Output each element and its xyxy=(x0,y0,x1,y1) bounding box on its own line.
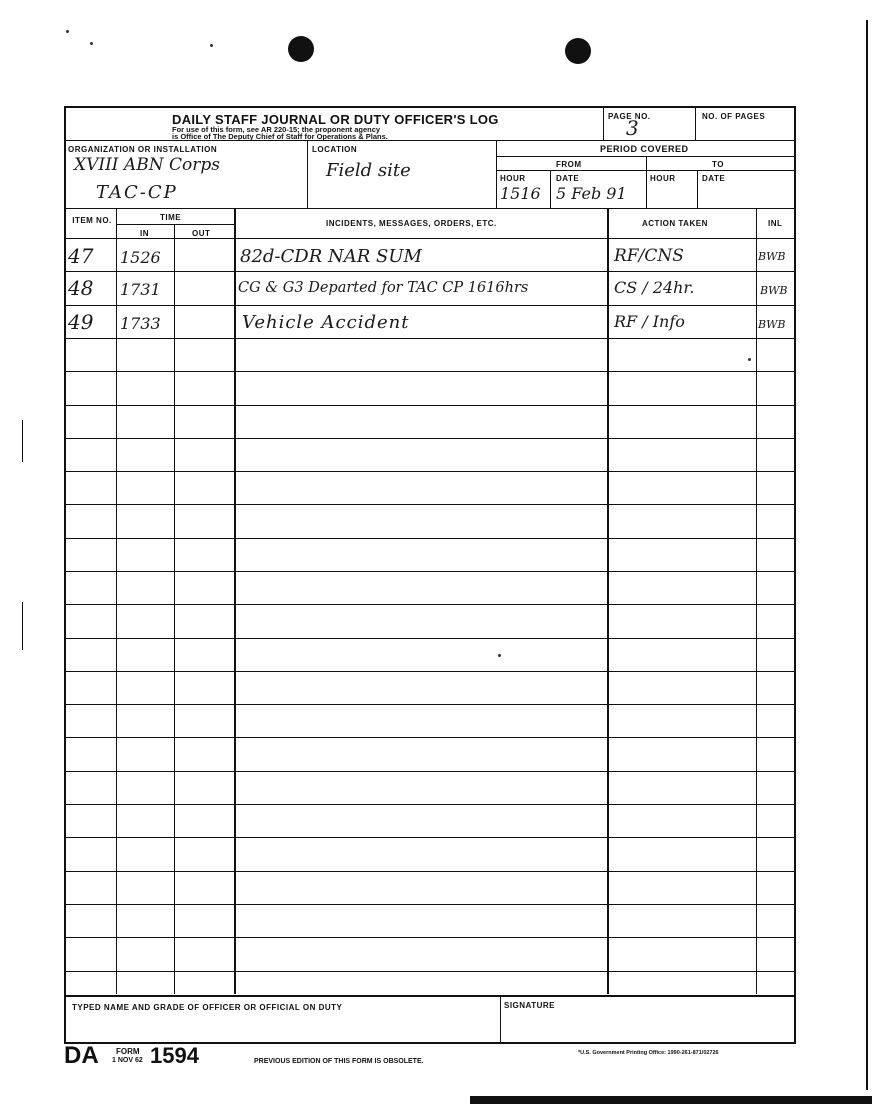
col-out-header: OUT xyxy=(192,229,211,238)
col-line-item xyxy=(116,208,117,994)
no-of-pages-label: NO. OF PAGES xyxy=(702,112,766,121)
row-inl: BWB xyxy=(758,318,786,331)
from-label: FROM xyxy=(556,160,582,169)
row-rule xyxy=(66,971,794,972)
signature-label: SIGNATURE xyxy=(504,1001,556,1010)
col-item-header: ITEM NO. xyxy=(72,216,112,225)
row-time-in: 1526 xyxy=(120,248,161,267)
divider-org-location xyxy=(307,140,308,208)
punch-hole-left xyxy=(288,36,314,62)
divider-signature xyxy=(500,995,501,1042)
row-rule xyxy=(66,671,794,672)
org-value-line2[interactable]: TAC-CP xyxy=(96,182,178,203)
divider-time-sub xyxy=(116,224,234,225)
col-inl-header: INL xyxy=(768,219,783,228)
speck xyxy=(66,30,69,33)
form-subtitle-1: For use of this form, see AR 220-15; the proponent agency xyxy=(172,125,381,134)
typed-name-label: TYPED NAME AND GRADE OF OFFICER OR OFFICIAL ON DUTY xyxy=(72,1003,343,1012)
row-rule xyxy=(66,338,794,339)
col-line-incidents xyxy=(607,208,609,994)
speck xyxy=(210,44,213,47)
divider-to-date xyxy=(697,170,698,208)
scan-edge-bottom xyxy=(470,1096,872,1104)
row-time-in: 1733 xyxy=(120,314,161,333)
row-rule xyxy=(66,871,794,872)
divider-period-label xyxy=(496,156,794,157)
divider-page-no xyxy=(603,108,604,140)
punch-hole-right xyxy=(565,38,591,64)
location-value[interactable]: Field site xyxy=(326,160,411,181)
row-inl: BWB xyxy=(758,250,786,263)
location-label: LOCATION xyxy=(312,145,358,154)
to-label: TO xyxy=(712,160,724,169)
to-date-label: DATE xyxy=(702,174,726,183)
col-line-out xyxy=(234,208,236,994)
row-incident: 82d-CDR NAR SUM xyxy=(240,246,422,267)
row-rule xyxy=(66,405,794,406)
form-date: 1 NOV 62 xyxy=(112,1057,143,1064)
row-rule xyxy=(66,471,794,472)
from-hour-value[interactable]: 1516 xyxy=(500,184,541,203)
form-label: FORM xyxy=(116,1047,140,1056)
row-rule xyxy=(66,837,794,838)
row-rule xyxy=(66,571,794,572)
row-rule xyxy=(66,538,794,539)
col-in-header: IN xyxy=(140,229,149,238)
form-number: 1594 xyxy=(150,1043,199,1068)
row-incident: CG & G3 Departed for TAC CP 1616hrs xyxy=(238,280,529,296)
period-covered-label: PERIOD COVERED xyxy=(600,144,689,154)
to-hour-label: HOUR xyxy=(650,174,676,183)
row-action: CS / 24hr. xyxy=(614,278,695,297)
row-rule xyxy=(66,771,794,772)
row-action: RF/CNS xyxy=(614,246,684,266)
scan-mark-left-2 xyxy=(22,602,23,650)
col-line-action xyxy=(756,208,757,994)
row-item: 47 xyxy=(68,244,94,268)
row-item: 49 xyxy=(68,310,94,334)
scan-mark-left-1 xyxy=(22,420,23,462)
divider-from-to-col xyxy=(646,156,647,208)
col-line-in xyxy=(174,224,175,994)
printing-office-note: *U.S. Government Printing Office: 1990-261-871/02726 xyxy=(578,1050,719,1056)
page-no-label: PAGE NO. xyxy=(608,112,651,121)
col-action-header: ACTION TAKEN xyxy=(642,219,708,228)
row-rule xyxy=(66,604,794,605)
row-item: 48 xyxy=(68,276,94,300)
row-rule xyxy=(66,904,794,905)
da-mark: DA xyxy=(64,1042,99,1069)
from-date-value[interactable]: 5 Feb 91 xyxy=(556,184,627,203)
previous-edition-note: PREVIOUS EDITION OF THIS FORM IS OBSOLETE. xyxy=(254,1058,424,1065)
row-inl: BWB xyxy=(760,284,788,297)
row-rule xyxy=(66,804,794,805)
row-rule xyxy=(66,504,794,505)
scan-edge-right xyxy=(866,20,868,1090)
from-hour-label: HOUR xyxy=(500,174,526,183)
divider-section-bottom xyxy=(66,208,794,209)
col-incidents-header: INCIDENTS, MESSAGES, ORDERS, ETC. xyxy=(326,219,497,228)
col-time-header: TIME xyxy=(160,213,182,222)
row-incident: Vehicle Accident xyxy=(242,312,410,333)
form-subtitle-2: is Office of The Deputy Chief of Staff for Operations & Plans. xyxy=(172,132,388,141)
divider-from-date xyxy=(550,170,551,208)
row-rule xyxy=(66,371,794,372)
divider-no-of-pages xyxy=(695,108,696,140)
row-rule xyxy=(66,438,794,439)
divider-footer-top xyxy=(66,995,794,997)
page-no-value[interactable]: 3 xyxy=(626,116,639,140)
speck xyxy=(90,42,93,45)
form-title: DAILY STAFF JOURNAL OR DUTY OFFICER'S LOG xyxy=(172,112,499,127)
org-value-line1[interactable]: XVIII ABN Corps xyxy=(74,155,220,175)
row-rule xyxy=(66,271,794,272)
row-rule xyxy=(66,305,794,306)
row-time-in: 1731 xyxy=(120,280,161,299)
row-action: RF / Info xyxy=(614,312,685,331)
org-label: ORGANIZATION OR INSTALLATION xyxy=(68,145,218,154)
row-rule xyxy=(66,737,794,738)
divider-from-to xyxy=(496,170,794,171)
row-rule xyxy=(66,638,794,639)
divider-table-header-bottom xyxy=(66,238,794,239)
from-date-label: DATE xyxy=(556,174,580,183)
row-rule xyxy=(66,704,794,705)
divider-location-period xyxy=(496,140,497,208)
row-rule xyxy=(66,937,794,938)
